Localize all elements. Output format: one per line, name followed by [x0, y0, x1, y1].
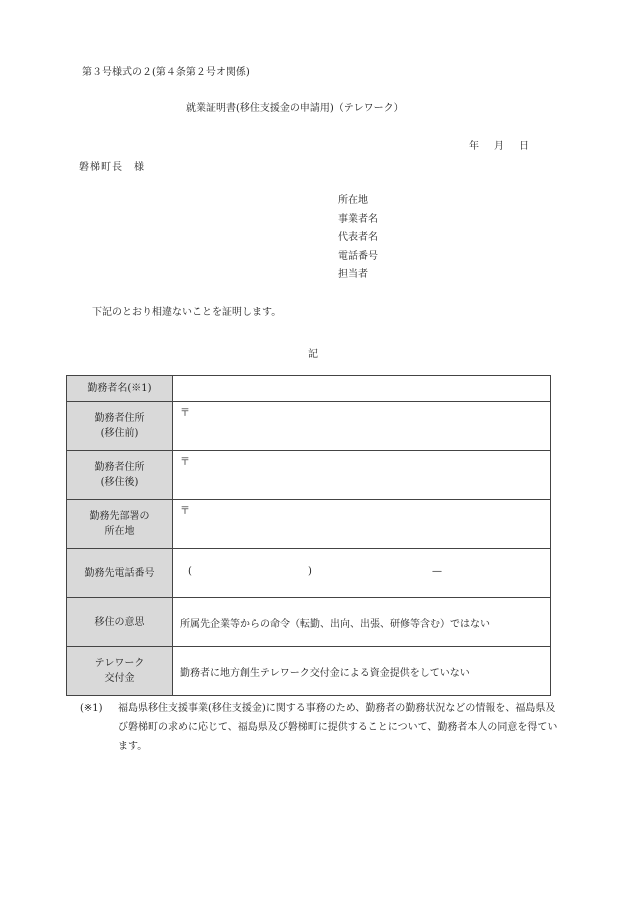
- office-phone-label: 勤務先電話番号: [67, 549, 173, 598]
- sender-field-business-name: 事業者名: [338, 213, 378, 225]
- office-location-label-line1: 勤務先部署の: [89, 511, 150, 522]
- ki-heading: 記: [308, 349, 318, 360]
- telework-grant-label: [67, 647, 173, 696]
- office-phone-field[interactable]: [173, 549, 551, 598]
- address-before-field[interactable]: [173, 402, 551, 451]
- office-location-label: [67, 500, 173, 549]
- relocation-intent-label: 移住の意思: [67, 598, 173, 647]
- table-row: [67, 451, 551, 500]
- telework-grant-label-line2: 交付金: [104, 673, 135, 684]
- office-location-field[interactable]: [173, 500, 551, 549]
- postal-mark: 〒: [180, 506, 190, 517]
- address-after-label: [67, 451, 173, 500]
- telework-grant-label-line1: テレワーク: [94, 658, 145, 669]
- phone-dash: —: [432, 565, 442, 577]
- addressee: 磐梯町長 様: [79, 162, 145, 173]
- table-row: [67, 598, 551, 647]
- office-location-label-line2: 所在地: [104, 526, 135, 537]
- address-after-field[interactable]: [173, 451, 551, 500]
- worker-name-field[interactable]: [173, 376, 551, 402]
- postal-mark: 〒: [180, 408, 190, 419]
- phone-close-paren: ): [308, 565, 312, 577]
- sender-field-phone: 電話番号: [338, 250, 378, 262]
- footnote: [80, 699, 558, 756]
- table-row: [67, 376, 551, 402]
- sender-field-contact: 担当者: [338, 269, 368, 280]
- footnote-text: 福島県移住支援事業(移住支援金)に関する事務のため、勤務者の勤務状況などの情報を、福島県及び磐梯町の求めに応じて、福島県及び磐梯町に提供することについて、勤務者本人の同意を得ています。: [118, 703, 558, 752]
- phone-open-paren: (: [188, 565, 192, 577]
- certification-statement: 下記のとおり相違ないことを証明します。: [92, 307, 282, 318]
- sender-field-address: 所在地: [338, 195, 368, 206]
- table-row: [67, 549, 551, 598]
- address-before-label: [67, 402, 173, 451]
- relocation-intent-value: 所属先企業等からの命令（転勤、出向、出張、研修等含む）ではない: [173, 598, 551, 647]
- telework-grant-value: 勤務者に地方創生テレワーク交付金による資金提供をしていない: [173, 647, 551, 696]
- postal-mark: 〒: [180, 457, 190, 468]
- form-number: 第３号様式の２(第４条第２号オ関係): [82, 67, 250, 78]
- table-row: [67, 402, 551, 451]
- sender-fields: [338, 192, 378, 285]
- document-title: 就業証明書(移住支援金の申請用)（テレワーク）: [186, 103, 404, 114]
- footnote-mark: (※1): [80, 703, 103, 714]
- sender-field-representative: 代表者名: [338, 232, 378, 243]
- date-year: 年: [469, 141, 479, 152]
- address-before-label-line2: (移住前): [100, 428, 139, 439]
- date-line: [469, 137, 529, 152]
- address-before-label-line1: 勤務者住所: [94, 413, 145, 424]
- address-after-label-line2: (移住後): [100, 477, 139, 488]
- worker-name-label: 勤務者名(※1): [67, 376, 173, 402]
- address-after-label-line1: 勤務者住所: [94, 462, 145, 473]
- table-row: [67, 647, 551, 696]
- table-row: [67, 500, 551, 549]
- certificate-table: [66, 375, 551, 696]
- date-day: 日: [519, 141, 529, 152]
- date-month: 月: [494, 141, 504, 152]
